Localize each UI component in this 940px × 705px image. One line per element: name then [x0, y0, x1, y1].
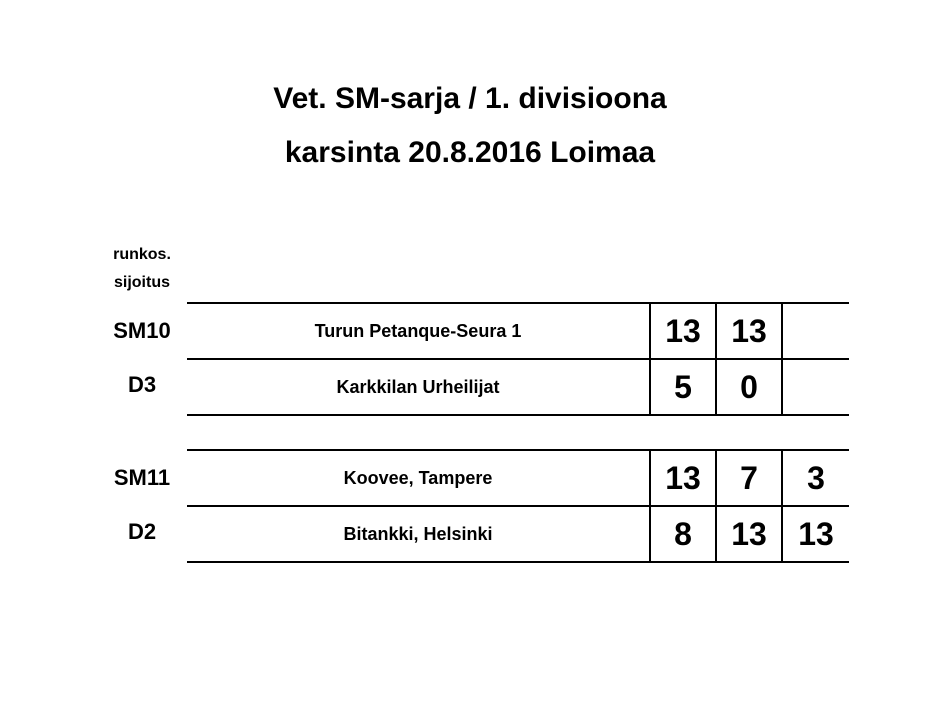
- team-row: [187, 449, 849, 505]
- game-1-score: 13: [649, 304, 715, 358]
- team-name: Turun Petanque-Seura 1: [314, 321, 522, 341]
- team-name: Karkkilan Urheilijat: [336, 377, 500, 397]
- seed-label: SM11: [113, 465, 171, 490]
- game-2-score: 7: [715, 451, 781, 505]
- game-3-score: [781, 360, 849, 414]
- game-2-score: 13: [715, 304, 781, 358]
- game-3-score: 13: [781, 507, 849, 561]
- seed-label: D2: [127, 519, 157, 544]
- match-table: [187, 302, 849, 416]
- team-name: Bitankki, Helsinki: [343, 524, 493, 544]
- game-3-score: 3: [781, 451, 849, 505]
- seed-column-header-line1: runkos.: [113, 246, 171, 263]
- seed-column-header-line2: sijoitus: [113, 274, 170, 291]
- seed-label: D3: [127, 372, 157, 397]
- team-name: Koovee, Tampere: [343, 468, 493, 488]
- team-row: [187, 358, 849, 416]
- seed-label: SM10: [113, 318, 171, 343]
- game-1-score: 5: [649, 360, 715, 414]
- game-3-score: [781, 304, 849, 358]
- page-subtitle: karsinta 20.8.2016 Loimaa: [284, 136, 656, 169]
- game-2-score: 13: [715, 507, 781, 561]
- game-1-score: 8: [649, 507, 715, 561]
- game-1-score: 13: [649, 451, 715, 505]
- game-2-score: 0: [715, 360, 781, 414]
- team-row: [187, 302, 849, 358]
- team-row: [187, 505, 849, 563]
- page-title: Vet. SM-sarja / 1. divisioona: [273, 82, 667, 115]
- match-table: [187, 449, 849, 563]
